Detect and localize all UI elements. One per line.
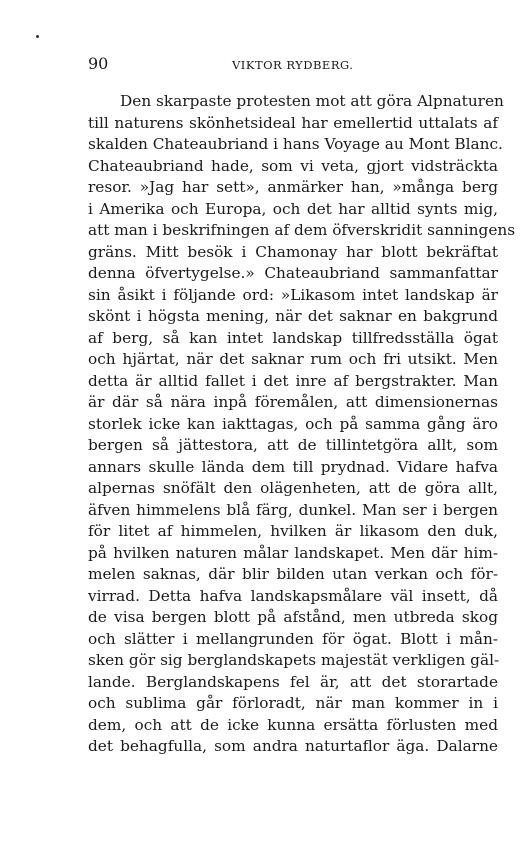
text-line: till naturens skönhetsideal har emellertid uttalats af [88, 113, 498, 132]
text-line: äfven himmelens blå färg, dunkel. Man ser i bergen [88, 500, 498, 519]
text-line: af berg, så kan intet landskap tillfredsställa ögat [88, 328, 498, 347]
ink-speck [36, 35, 39, 38]
page-number: 90 [88, 54, 109, 73]
text-line: annars skulle lända dem till prydnad. Vidare hafva [88, 457, 498, 476]
text-line: lande. Berglandskapens fel är, att det storartade [88, 672, 498, 691]
body-paragraph [88, 91, 516, 758]
running-title: VIKTOR RYDBERG. [232, 58, 354, 72]
text-line: resor. »Jag har sett», anmärker han, »många berg [88, 178, 498, 196]
text-line: melen saknas, där blir bilden utan verkan och för- [88, 565, 498, 583]
text-line: de visa bergen blott på afstånd, men utbreda skog [88, 608, 498, 626]
text-line: Den skarpaste protesten mot att göra Alpnaturen [120, 92, 504, 110]
text-line: storlek icke kan iakttagas, och på samma gång äro [88, 414, 498, 433]
text-line: skönt i högsta mening, när det saknar en bakgrund [88, 307, 498, 325]
text-line: på hvilken naturen målar landskapet. Men där him- [88, 543, 498, 562]
text-line: denna öfvertygelse.» Chateaubriand sammanfattar [88, 264, 498, 282]
text-line: gräns. Mitt besök i Chamonay har blott bekräftat [88, 242, 498, 261]
text-line: och slätter i mellangrunden för ögat. Blott i mån- [88, 629, 498, 648]
text-line: sken gör sig berglandskapets majestät verkligen gäl- [88, 651, 500, 669]
text-line: i Amerika och Europa, och det har alltid synts mig, [88, 199, 498, 218]
text-line: sin åsikt i följande ord: »Likasom intet landskap är [88, 285, 498, 304]
running-head [88, 54, 488, 74]
text-line: bergen så jättestora, att de tillintetgöra allt, som [88, 436, 498, 454]
text-line: och sublima går förloradt, när man kommer in i [88, 694, 498, 712]
text-line: virrad. Detta hafva landskapsmålare väl insett, då [88, 586, 498, 605]
text-line: dem, och att de icke kunna ersätta förlusten med [88, 715, 498, 734]
text-line: detta är alltid fallet i det inre af bergstrakter. Man [88, 371, 498, 390]
text-line: för litet af himmelen, hvilken är likasom den duk, [88, 522, 498, 540]
text-line: är där så nära inpå föremålen, att dimensionernas [88, 393, 498, 411]
text-line: att man i beskrifningen af dem öfverskridit sanningens [88, 221, 516, 239]
text-line: skalden Chateaubriand i hans Voyage au Mont Blanc. [88, 135, 503, 153]
text-line: Chateaubriand hade, som vi veta, gjort vidsträckta [88, 156, 498, 175]
text-line: och hjärtat, när det saknar rum och fri utsikt. Men [88, 350, 498, 368]
text-line: det behagfulla, som andra naturtaflor äga. Dalarne [88, 737, 498, 755]
text-line: alpernas snöfält den olägenheten, att de göra allt, [88, 479, 498, 497]
